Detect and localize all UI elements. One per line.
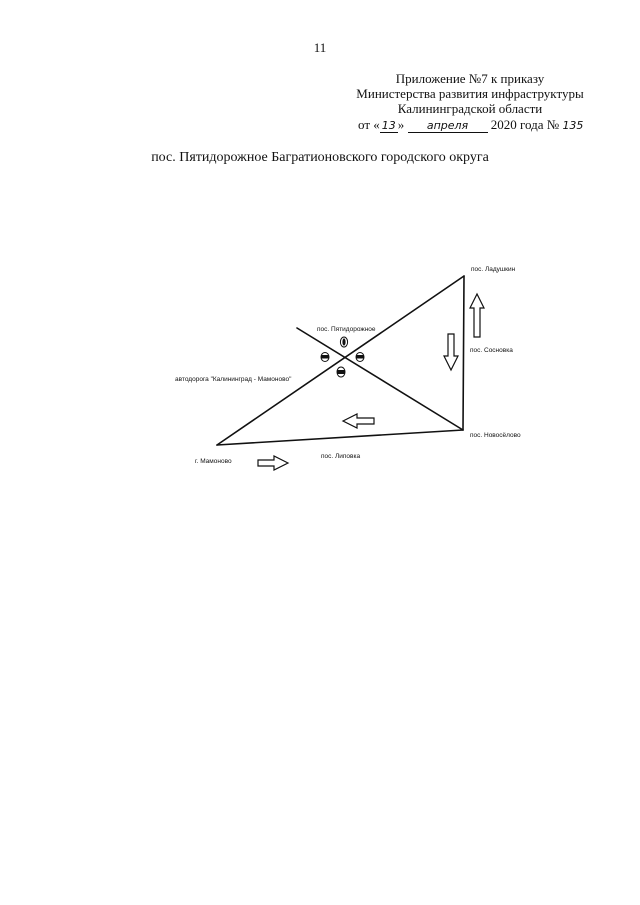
intersection-markers [321,337,364,377]
traffic-marker-south [337,367,345,377]
road-novoselovo-ladushkin [463,276,464,430]
header-line-3: Калининградской области [397,101,543,116]
road-pyatidorozhnoe-novoselovo [297,328,463,430]
document-title: пос. Пятидорожное Багратионовского городского округа [151,150,489,165]
date-prefix: от « [358,117,380,132]
header-line-1: Приложение №7 к приказу [395,71,545,86]
traffic-marker-north [340,337,347,347]
order-number: 135 [562,119,584,132]
label-pyatidorozhnoe: пос. Пятидорожное [317,326,376,333]
order-year-text: 2020 года № [490,117,560,132]
road-mamonovo-ladushkin [217,276,464,445]
date-mid: » [397,117,405,132]
order-day: 13 [381,119,396,132]
label-novoselovo: пос. Новосёлово [470,432,521,439]
arrow-left-icon [343,414,374,428]
label-sosnovka: пос. Сосновка [470,347,513,354]
order-month: апреля [408,120,488,133]
road-mamonovo-novoselovo [217,430,463,445]
label-lipovka: пос. Липовка [321,453,361,460]
arrow-right-icon [258,456,288,470]
label-mamonovo: г. Мамоново [195,458,232,465]
traffic-marker-west [321,353,329,362]
label-highway: автодорога "Калининград - Мамоново" [175,376,292,383]
traffic-marker-east [356,353,364,362]
page-number: 11 [313,40,327,55]
header-line-2: Министерства развития инфраструктуры [356,86,584,101]
arrow-up-icon [470,294,484,337]
label-ladushkin: пос. Ладушкин [471,266,516,273]
arrow-down-icon [444,334,458,370]
